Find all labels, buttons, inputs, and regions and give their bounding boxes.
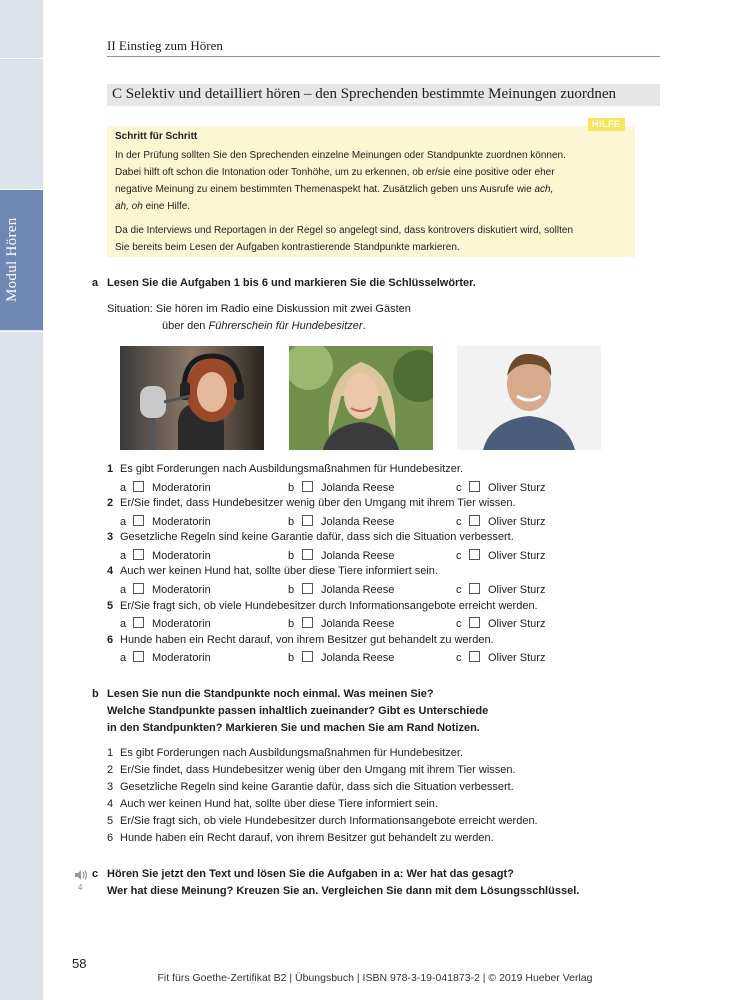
task-c-line: Hören Sie jetzt den Text und lösen Sie die Aufgaben in a: Wer hat das gesagt? <box>107 868 514 880</box>
option-label-jolanda-reese: Jolanda Reese <box>321 550 395 562</box>
checkbox-jolanda-reese[interactable] <box>302 549 313 560</box>
option-label-oliver-sturz: Oliver Sturz <box>488 584 546 596</box>
situation-prefix: über den <box>162 320 209 332</box>
hilfe-italic-words: ah, oh <box>115 201 143 212</box>
statement-text: Er/Sie findet, dass Hundebesitzer wenig über den Umgang mit ihrem Tier wissen. <box>120 497 516 509</box>
option-label-moderatorin: Moderatorin <box>152 652 211 664</box>
chapter-header: II Einstieg zum Hören <box>107 38 223 53</box>
hilfe-line <box>115 181 627 198</box>
hilfe-line: Da die Interviews und Reportagen in der Regel so angelegt sind, dass kontrovers diskutiert wird, sollten <box>115 225 574 236</box>
option-letter-c: c <box>456 550 462 562</box>
option-letter-c: c <box>456 482 462 494</box>
situation-line-2 <box>162 320 366 332</box>
option-label-moderatorin: Moderatorin <box>152 584 211 596</box>
option-label-jolanda-reese: Jolanda Reese <box>321 482 395 494</box>
option-letter-b: b <box>288 618 295 630</box>
checkbox-oliver-sturz[interactable] <box>469 481 480 492</box>
task-b-line: Welche Standpunkte passen inhaltlich zueinander? Gibt es Unterschiede <box>107 705 489 717</box>
list-number: 4 <box>107 798 114 810</box>
statement-number: 4 <box>107 565 114 577</box>
list-number: 3 <box>107 781 114 793</box>
list-number: 5 <box>107 815 114 827</box>
checkbox-moderatorin[interactable] <box>133 651 144 662</box>
checkbox-moderatorin[interactable] <box>133 583 144 594</box>
statement-text: Es gibt Forderungen nach Ausbildungsmaßnahmen für Hundebesitzer. <box>120 463 464 475</box>
option-letter-a: a <box>120 516 127 528</box>
option-letter-c: c <box>456 584 462 596</box>
sidebar-divider <box>0 58 43 59</box>
option-label-moderatorin: Moderatorin <box>152 550 211 562</box>
task-b-instruction <box>107 686 488 737</box>
moderator-photo <box>120 346 264 450</box>
checkbox-jolanda-reese[interactable] <box>302 617 313 628</box>
jolanda-reese-photo <box>289 346 433 450</box>
checkbox-oliver-sturz[interactable] <box>469 515 480 526</box>
footer-imprint: Fit fürs Goethe-Zertifikat B2 | Übungsbuch | ISBN 978-3-19-041873-2 | © 2019 Hueber Verlag <box>157 972 593 984</box>
list-number: 6 <box>107 832 114 844</box>
option-letter-a: a <box>120 584 127 596</box>
option-letter-c: c <box>456 652 462 664</box>
situation-line-1: Situation: Sie hören im Radio eine Diskussion mit zwei Gästen <box>107 303 411 315</box>
task-a-instruction: Lesen Sie die Aufgaben 1 bis 6 und markieren Sie die Schlüsselwörter. <box>107 277 476 289</box>
option-letter-c: c <box>456 516 462 528</box>
option-letter-a: a <box>120 652 127 664</box>
statement-number: 5 <box>107 600 114 612</box>
option-label-oliver-sturz: Oliver Sturz <box>488 652 546 664</box>
hilfe-badge: HILFE <box>588 118 625 131</box>
statement-number: 2 <box>107 497 114 509</box>
option-letter-b: b <box>288 652 295 664</box>
checkbox-oliver-sturz[interactable] <box>469 617 480 628</box>
checkbox-jolanda-reese[interactable] <box>302 583 313 594</box>
header-rule <box>107 56 660 57</box>
sidebar-module-label: Modul Hören <box>4 217 20 303</box>
section-title: C Selektiv und detailliert hören – den Sprechenden bestimmte Meinungen zuordnen <box>112 86 617 102</box>
list-item: Er/Sie findet, dass Hundebesitzer wenig über den Umgang mit ihrem Tier wissen. <box>120 764 516 776</box>
task-b-line: in den Standpunkten? Markieren Sie und machen Sie am Rand Notizen. <box>107 722 480 734</box>
checkbox-jolanda-reese[interactable] <box>302 481 313 492</box>
hilfe-line <box>115 198 627 215</box>
audio-track-number: 4 <box>78 883 83 892</box>
option-label-jolanda-reese: Jolanda Reese <box>321 516 395 528</box>
option-letter-c: c <box>456 618 462 630</box>
list-number: 1 <box>107 747 114 759</box>
list-item: Gesetzliche Regeln sind keine Garantie dafür, dass sich die Situation verbessert. <box>120 781 514 793</box>
hilfe-paragraph-2 <box>115 222 627 256</box>
oliver-sturz-photo <box>457 346 601 450</box>
option-label-jolanda-reese: Jolanda Reese <box>321 618 395 630</box>
option-letter-b: b <box>288 584 295 596</box>
option-label-oliver-sturz: Oliver Sturz <box>488 550 546 562</box>
list-item: Er/Sie fragt sich, ob viele Hundebesitzer durch Informationsangebote erreicht werden. <box>120 815 538 827</box>
checkbox-jolanda-reese[interactable] <box>302 651 313 662</box>
option-letter-b: b <box>288 516 295 528</box>
checkbox-moderatorin[interactable] <box>133 549 144 560</box>
statement-text: Hunde haben ein Recht darauf, von ihrem Besitzer gut behandelt zu werden. <box>120 634 494 646</box>
module-sidebar <box>0 0 43 1000</box>
option-label-moderatorin: Moderatorin <box>152 516 211 528</box>
option-letter-b: b <box>288 550 295 562</box>
situation-topic: Führerschein für Hundebesitzer <box>208 320 363 332</box>
hilfe-line-text: eine Hilfe. <box>142 201 191 212</box>
statement-text: Auch wer keinen Hund hat, sollte über diese Tiere informiert sein. <box>120 565 438 577</box>
option-letter-a: a <box>120 550 127 562</box>
hilfe-line: Sie bereits beim Lesen der Aufgaben kontrastierende Standpunkte markieren. <box>115 242 460 253</box>
situation-suffix: . <box>362 320 366 332</box>
hilfe-line: In der Prüfung sollten Sie den Sprechenden einzelne Meinungen oder Standpunkte zuordnen können. <box>115 150 566 161</box>
list-number: 2 <box>107 764 114 776</box>
list-item: Es gibt Forderungen nach Ausbildungsmaßnahmen für Hundebesitzer. <box>120 747 464 759</box>
option-letter-b: b <box>288 482 295 494</box>
task-a-letter: a <box>92 277 99 289</box>
option-label-moderatorin: Moderatorin <box>152 618 211 630</box>
hilfe-italic-word: ach, <box>534 184 554 195</box>
checkbox-oliver-sturz[interactable] <box>469 549 480 560</box>
list-item: Hunde haben ein Recht darauf, von ihrem Besitzer gut behandelt zu werden. <box>120 832 494 844</box>
task-b-letter: b <box>92 688 99 700</box>
sidebar-divider <box>0 331 43 332</box>
option-label-jolanda-reese: Jolanda Reese <box>321 652 395 664</box>
option-label-oliver-sturz: Oliver Sturz <box>488 482 546 494</box>
hilfe-line-text: negative Meinung zu einem bestimmten Themenaspekt hat. Zusätzlich geben uns Ausrufe wie <box>115 184 535 195</box>
option-label-jolanda-reese: Jolanda Reese <box>321 584 395 596</box>
option-label-oliver-sturz: Oliver Sturz <box>488 516 546 528</box>
option-label-oliver-sturz: Oliver Sturz <box>488 618 546 630</box>
statement-text: Er/Sie fragt sich, ob viele Hundebesitzer durch Informationsangebote erreicht werden. <box>120 600 538 612</box>
hilfe-paragraph-1 <box>115 147 627 215</box>
page-number: 58 <box>72 956 87 971</box>
hilfe-line: Dabei hilft oft schon die Intonation oder Tonhöhe, um zu erkennen, ob er/sie eine positive oder eher <box>115 167 555 178</box>
option-label-moderatorin: Moderatorin <box>152 482 211 494</box>
statement-number: 1 <box>107 463 114 475</box>
task-c-letter: c <box>92 868 99 880</box>
checkbox-jolanda-reese[interactable] <box>302 515 313 526</box>
task-b-line: Lesen Sie nun die Standpunkte noch einmal. Was meinen Sie? <box>107 688 434 700</box>
checkbox-moderatorin[interactable] <box>133 515 144 526</box>
list-item: Auch wer keinen Hund hat, sollte über diese Tiere informiert sein. <box>120 798 438 810</box>
checkbox-moderatorin[interactable] <box>133 481 144 492</box>
statement-text: Gesetzliche Regeln sind keine Garantie dafür, dass sich die Situation verbessert. <box>120 531 514 543</box>
checkbox-oliver-sturz[interactable] <box>469 583 480 594</box>
option-letter-a: a <box>120 618 127 630</box>
task-c-instruction <box>107 866 579 900</box>
statement-number: 3 <box>107 531 114 543</box>
statement-number: 6 <box>107 634 114 646</box>
hilfe-title: Schritt für Schritt <box>115 131 198 142</box>
checkbox-oliver-sturz[interactable] <box>469 651 480 662</box>
checkbox-moderatorin[interactable] <box>133 617 144 628</box>
option-letter-a: a <box>120 482 127 494</box>
task-c-line: Wer hat diese Meinung? Kreuzen Sie an. Vergleichen Sie dann mit dem Lösungsschlüssel. <box>107 885 580 897</box>
